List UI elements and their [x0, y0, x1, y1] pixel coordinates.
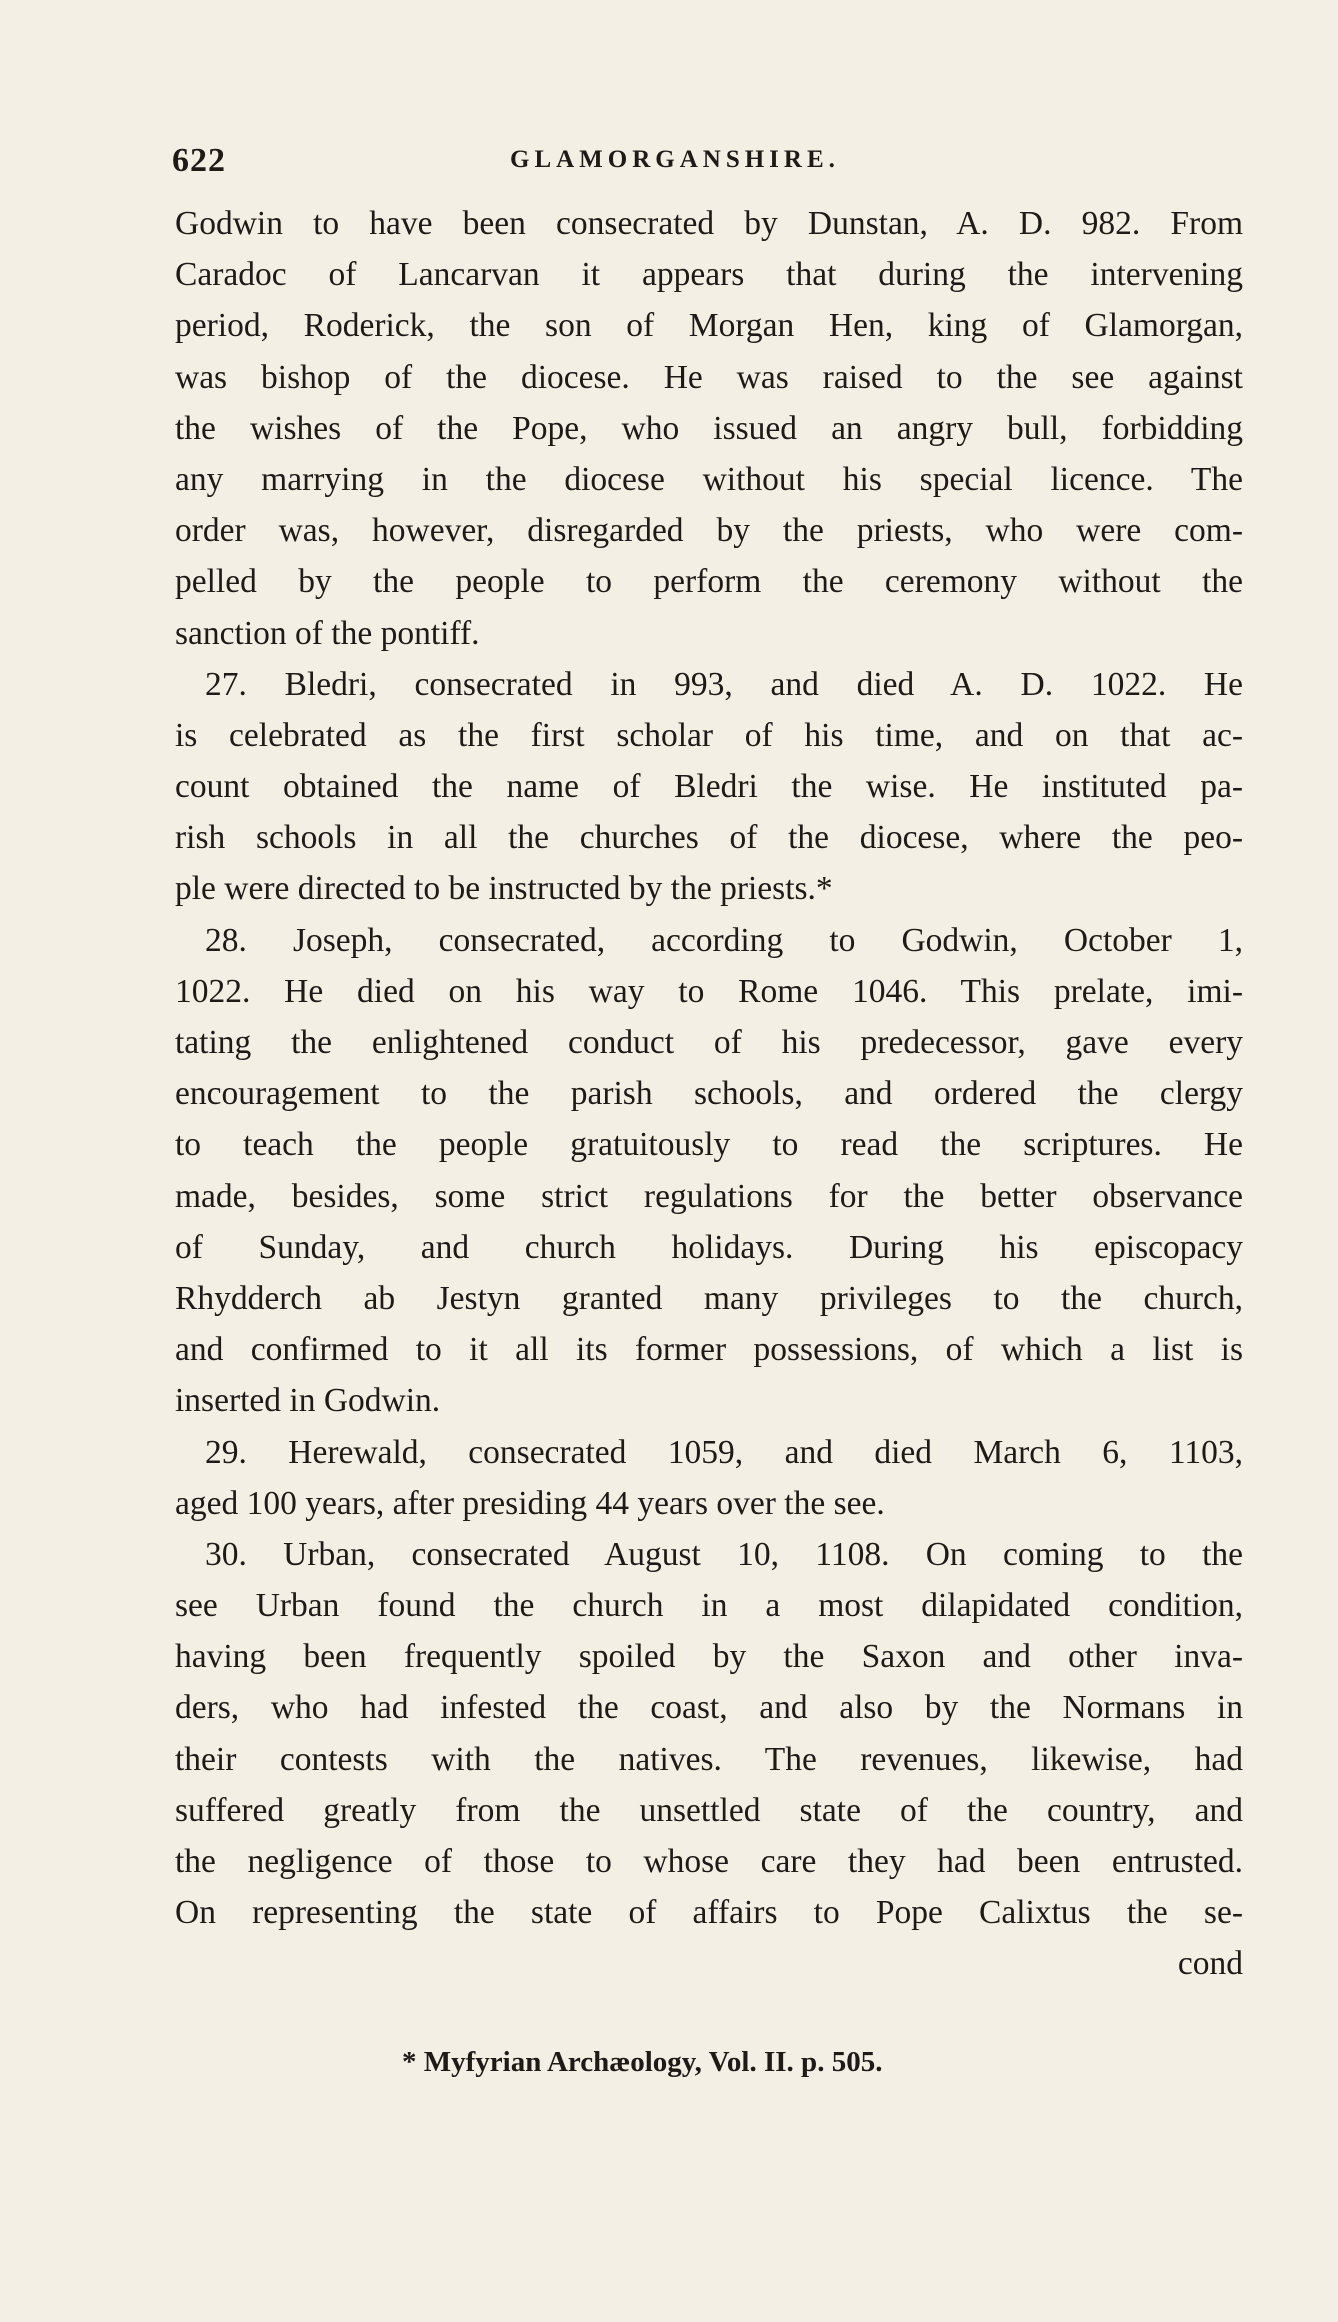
page-number: 622 [172, 142, 226, 179]
text-line: tating the enlightened conduct of his predecessor, gave every [175, 1024, 1243, 1061]
body-text [175, 198, 1243, 1990]
text-line: the wishes of the Pope, who issued an angry bull, forbidding [175, 409, 1243, 447]
text-line: pelled by the people to perform the ceremony without the [175, 563, 1243, 601]
text-line: the negligence of those to whose care they had been entrusted. [175, 1843, 1243, 1880]
text-line: Godwin to have been consecrated by Dunstan, A. D. 982. From [175, 205, 1243, 242]
text-line: 29. Herewald, consecrated 1059, and died March 6, 1103, [205, 1433, 1243, 1471]
text-line: rish schools in all the churches of the diocese, where the peo- [175, 819, 1243, 857]
text-line: On representing the state of affairs to Pope Calixtus the se- [175, 1894, 1243, 1932]
text-line: 30. Urban, consecrated August 10, 1108. On coming to the [205, 1535, 1243, 1573]
text-line: 1022. He died on his way to Rome 1046. This prelate, imi- [175, 972, 1243, 1010]
text-line: their contests with the natives. The revenues, likewise, had [175, 1740, 1243, 1778]
text-line: ders, who had infested the coast, and also by the Normans in [175, 1689, 1243, 1727]
text-line: sanction of the pontiff. [175, 614, 480, 652]
text-line: and confirmed to it all its former possessions, of which a list is [175, 1331, 1243, 1369]
text-line: made, besides, some strict regulations for the better observance [175, 1177, 1243, 1215]
catchword: cond [1177, 1945, 1243, 1983]
text-line: to teach the people gratuitously to read the scriptures. He [175, 1126, 1243, 1164]
text-line: 27. Bledri, consecrated in 993, and died A. D. 1022. He [205, 665, 1243, 703]
text-line: aged 100 years, after presiding 44 years over the see. [175, 1484, 885, 1522]
text-line: ple were directed to be instructed by the priests.* [175, 870, 833, 908]
running-title: GLAMORGANSHIRE. [510, 146, 840, 173]
text-line: Rhydderch ab Jestyn granted many privileges to the church, [175, 1279, 1243, 1317]
text-line: of Sunday, and church holidays. During his episcopacy [175, 1228, 1243, 1266]
text-line: order was, however, disregarded by the priests, who were com- [175, 512, 1243, 550]
text-line: encouragement to the parish schools, and ordered the clergy [175, 1075, 1243, 1113]
text-line: count obtained the name of Bledri the wise. He instituted pa- [175, 768, 1243, 806]
text-line: having been frequently spoiled by the Saxon and other inva- [175, 1638, 1243, 1676]
footnote: * Myfyrian Archæology, Vol. II. p. 505. [402, 2046, 883, 2078]
text-line: any marrying in the diocese without his special licence. The [175, 460, 1243, 498]
running-head [172, 142, 1240, 182]
text-line: suffered greatly from the unsettled state of the country, and [175, 1791, 1243, 1829]
text-line: is celebrated as the first scholar of his time, and on that ac- [175, 716, 1243, 754]
text-line: see Urban found the church in a most dilapidated condition, [175, 1587, 1243, 1625]
text-line: was bishop of the diocese. He was raised to the see against [175, 358, 1243, 396]
text-line: inserted in Godwin. [175, 1382, 441, 1420]
text-line: Caradoc of Lancarvan it appears that during the intervening [175, 256, 1243, 294]
text-line: period, Roderick, the son of Morgan Hen, king of Glamorgan, [175, 307, 1243, 345]
text-line: 28. Joseph, consecrated, according to Godwin, October 1, [205, 921, 1243, 959]
